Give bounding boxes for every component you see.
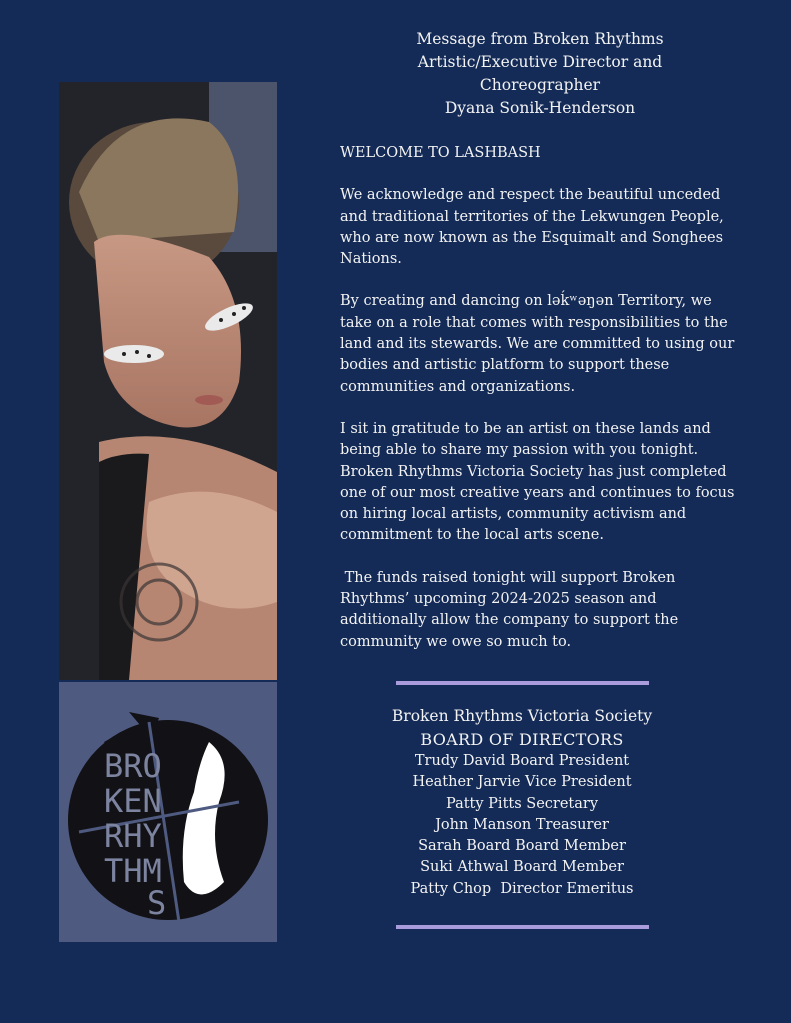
land-acknowledgement: We acknowledge and respect the beautiful unceded and traditional territories of the Lekwungen People, who are now known as the Esquimalt and Songhees Nations.	[340, 187, 724, 268]
logo-text-line-3: RHY	[104, 817, 162, 855]
society-name: Broken Rhythms Victoria Society	[391, 707, 653, 725]
divider-bottom	[396, 925, 649, 929]
logo-text-line-4: THM	[104, 852, 162, 890]
header-line: Artistic/Executive Director and	[417, 53, 663, 71]
board-member: John Manson Treasurer	[435, 816, 609, 833]
board-member: Sarah Board Board Member	[418, 838, 626, 855]
territory-paragraph: By creating and dancing on ləḱʷəŋən Territory, we take on a role that comes with responsibilities to the land and its stewards. We are committed to using our bodies and artistic platform to support these communities and organizations.	[340, 293, 735, 395]
board-member: Patty Pitts Secretary	[445, 795, 599, 812]
board-member: Heather Jarvie Vice President	[412, 774, 632, 791]
welcome-title: WELCOME TO LASHBASH	[340, 145, 541, 161]
logo-text-line-1: BRO	[104, 747, 162, 785]
dancer-illustration	[59, 82, 277, 680]
funds-paragraph: The funds raised tonight will support Broken Rhythms’ upcoming 2024-2025 season and additionally allow the company to support the community we owe so much to.	[340, 569, 683, 650]
message-header	[330, 28, 750, 120]
header-line: Choreographer	[479, 76, 601, 94]
board-member: Patty Chop Director Emeritus	[410, 880, 634, 897]
header-line: Message from Broken Rhythms	[416, 30, 664, 48]
gratitude-paragraph: I sit in gratitude to be an artist on these lands and being able to share my passion with you tonight. Broken Rhythms Victoria Society has just completed one of our most creative years and continues to focus on hiring local artists, community activism and commitment to the local arts scene.	[340, 420, 735, 544]
board-heading: BOARD OF DIRECTORS	[420, 730, 624, 749]
header-line: Dyana Sonik-Henderson	[444, 99, 636, 117]
logo-circle	[59, 682, 277, 942]
welcome-message	[340, 143, 740, 674]
broken-rhythms-logo	[59, 682, 277, 942]
logo-text-line-2: KEN	[104, 782, 162, 820]
logo-text-line-5: S	[147, 884, 167, 922]
board-member: Trudy David Board President	[414, 753, 630, 769]
board-member: Suki Athwal Board Member	[420, 859, 624, 876]
divider-top	[396, 681, 649, 685]
board-of-directors	[372, 705, 672, 900]
dancer-photo	[59, 82, 277, 680]
